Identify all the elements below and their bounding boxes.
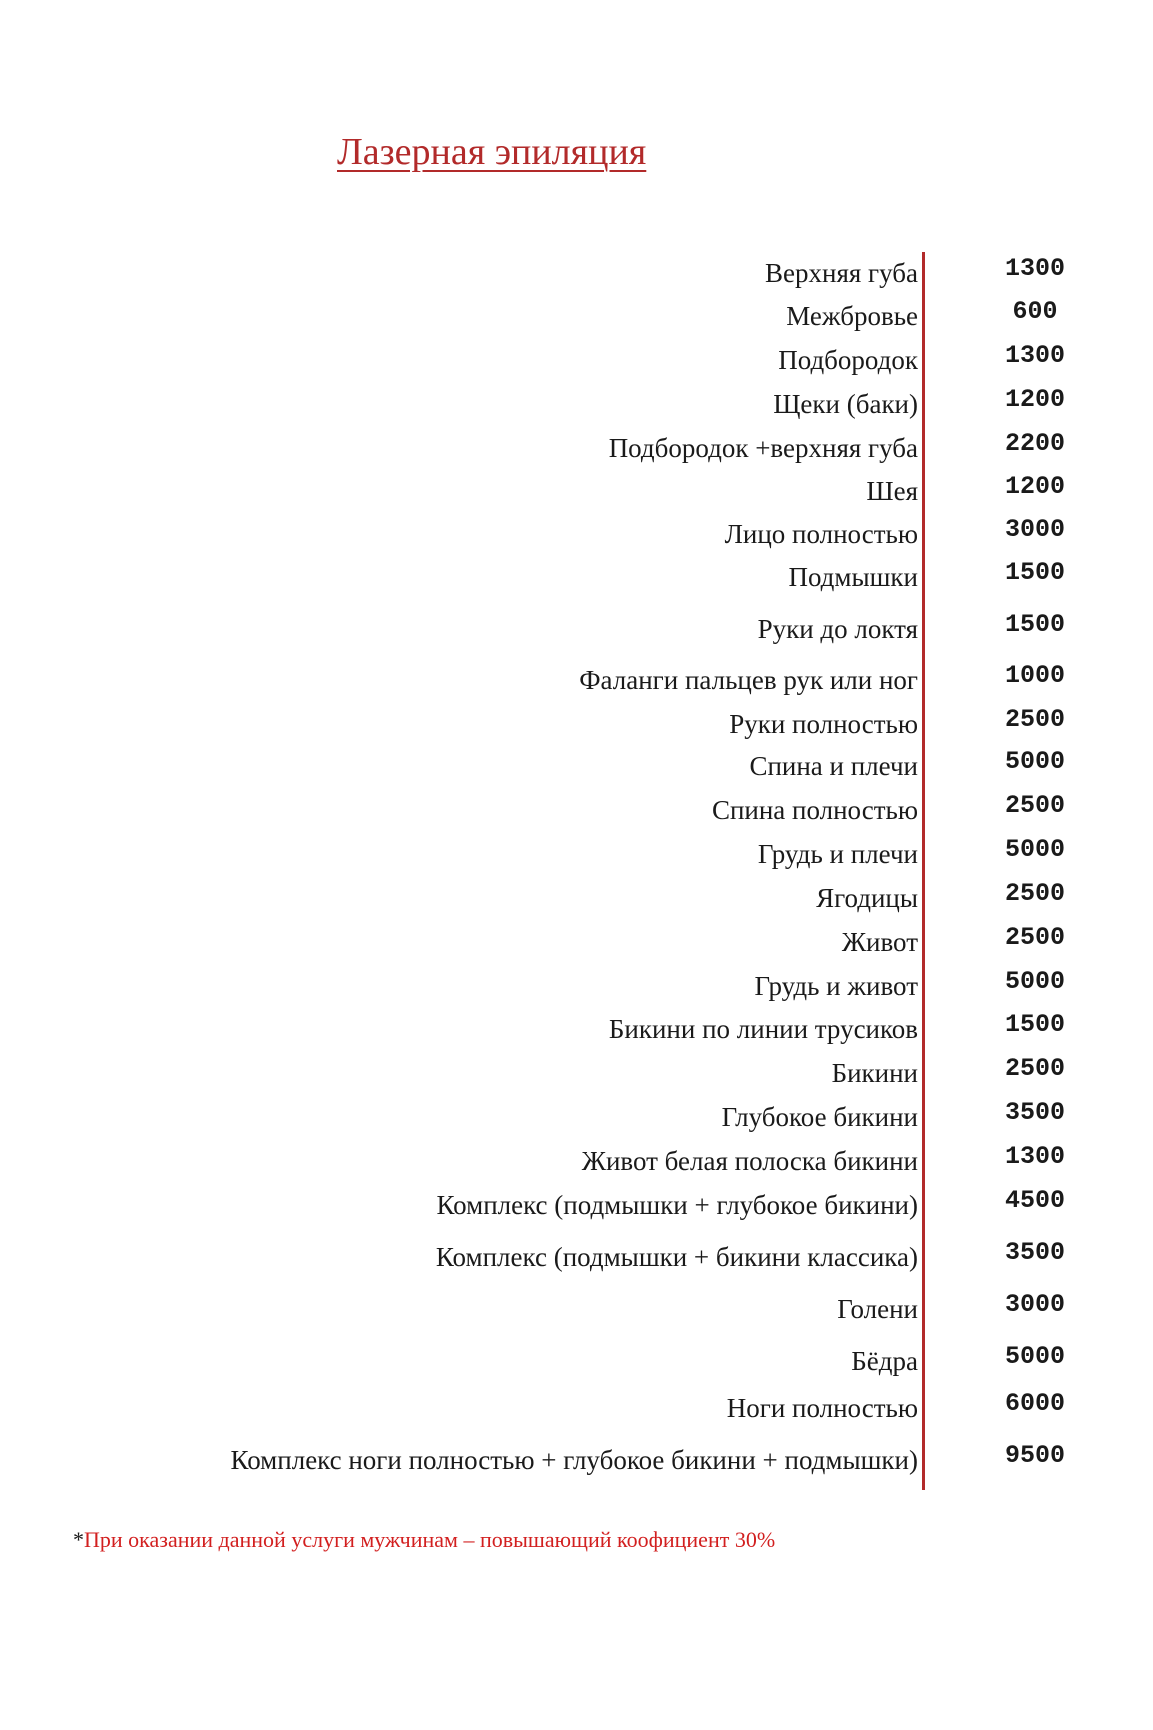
price-row bbox=[0, 746, 1153, 786]
price-row bbox=[0, 514, 1153, 554]
service-price: 3500 bbox=[1004, 1238, 1065, 1267]
price-row bbox=[0, 1237, 1153, 1277]
service-price: 2500 bbox=[1004, 705, 1065, 734]
price-row bbox=[0, 557, 1153, 597]
page-title: Лазерная эпиляция bbox=[337, 131, 647, 173]
price-row bbox=[0, 1097, 1153, 1137]
service-price: 1300 bbox=[1004, 1142, 1065, 1171]
price-row bbox=[0, 834, 1153, 874]
footnote-text: При оказании данной услуги мужчинам – повышающий коофициент 30% bbox=[84, 1527, 776, 1552]
footnote bbox=[73, 1527, 775, 1553]
service-price: 5000 bbox=[1004, 747, 1065, 776]
footnote-asterisk: * bbox=[73, 1527, 84, 1552]
service-price: 2200 bbox=[1004, 429, 1065, 458]
price-row bbox=[0, 922, 1153, 962]
price-row bbox=[0, 1289, 1153, 1329]
service-name: Комплекс (подмышки + глубокое бикини) bbox=[436, 1190, 918, 1220]
price-row bbox=[0, 384, 1153, 424]
price-row bbox=[0, 1141, 1153, 1181]
service-name: Ягодицы bbox=[816, 883, 918, 913]
service-name: Комплекс (подмышки + бикини классика) bbox=[435, 1242, 918, 1272]
service-price: 5000 bbox=[1004, 835, 1065, 864]
price-row bbox=[0, 660, 1153, 700]
price-row bbox=[0, 790, 1153, 830]
service-name: Бёдра bbox=[851, 1346, 918, 1376]
service-name: Руки полностью bbox=[729, 709, 918, 739]
service-name: Подбородок +верхняя губа bbox=[608, 433, 918, 463]
price-row bbox=[0, 1053, 1153, 1093]
service-name: Глубокое бикини bbox=[721, 1102, 918, 1132]
price-row bbox=[0, 1388, 1153, 1428]
price-row bbox=[0, 1341, 1153, 1381]
service-price: 2500 bbox=[1004, 791, 1065, 820]
service-name: Лицо полностью bbox=[724, 519, 918, 549]
price-row bbox=[0, 428, 1153, 468]
service-price: 5000 bbox=[1004, 967, 1065, 996]
service-name: Комплекс ноги полностью + глубокое бикини + подмышки) bbox=[230, 1445, 918, 1475]
price-row bbox=[0, 704, 1153, 744]
service-price: 1200 bbox=[1004, 385, 1065, 414]
price-row bbox=[0, 1440, 1153, 1480]
service-name: Бикини по линии трусиков bbox=[608, 1014, 918, 1044]
price-row bbox=[0, 1185, 1153, 1225]
service-name: Голени bbox=[837, 1294, 918, 1324]
service-name: Спина и плечи bbox=[749, 751, 918, 781]
price-row bbox=[0, 253, 1153, 293]
service-price: 5000 bbox=[1004, 1342, 1065, 1371]
service-price: 3000 bbox=[1004, 1290, 1065, 1319]
service-name: Подмышки bbox=[788, 562, 918, 592]
service-name: Бикини bbox=[831, 1058, 918, 1088]
service-price: 2500 bbox=[1004, 1054, 1065, 1083]
service-price: 4500 bbox=[1004, 1186, 1065, 1215]
service-price: 1500 bbox=[1004, 1010, 1065, 1039]
price-row bbox=[0, 878, 1153, 918]
price-row bbox=[0, 609, 1153, 649]
price-row bbox=[0, 1009, 1153, 1049]
service-name: Спина полностью bbox=[711, 795, 918, 825]
service-name: Грудь и плечи bbox=[757, 839, 918, 869]
service-price: 1500 bbox=[1004, 610, 1065, 639]
service-name: Подбородок bbox=[778, 345, 918, 375]
service-price: 2500 bbox=[1004, 879, 1065, 908]
price-row bbox=[0, 340, 1153, 380]
service-price: 1300 bbox=[1004, 254, 1065, 283]
service-price: 1300 bbox=[1004, 341, 1065, 370]
service-price: 1000 bbox=[1004, 661, 1065, 690]
service-price: 2500 bbox=[1004, 923, 1065, 952]
service-name: Живот белая полоска бикини bbox=[581, 1146, 918, 1176]
price-row bbox=[0, 296, 1153, 336]
service-name: Живот bbox=[841, 927, 918, 957]
service-name: Фаланги пальцев рук или ног bbox=[579, 665, 918, 695]
service-price: 6000 bbox=[1004, 1389, 1065, 1418]
service-price: 1500 bbox=[1004, 558, 1065, 587]
service-price: 3500 bbox=[1004, 1098, 1065, 1127]
service-name: Грудь и живот bbox=[754, 971, 918, 1001]
service-name: Верхняя губа bbox=[765, 258, 918, 288]
service-price: 1200 bbox=[1004, 472, 1065, 501]
service-price: 600 bbox=[1012, 297, 1058, 326]
price-row bbox=[0, 471, 1153, 511]
service-price: 9500 bbox=[1004, 1441, 1065, 1470]
service-name: Шея bbox=[866, 476, 918, 506]
service-price: 3000 bbox=[1004, 515, 1065, 544]
price-row bbox=[0, 966, 1153, 1006]
service-name: Межбровье bbox=[786, 301, 918, 331]
service-name: Щеки (баки) bbox=[773, 389, 918, 419]
service-name: Руки до локтя bbox=[757, 614, 918, 644]
service-name: Ноги полностью bbox=[726, 1393, 918, 1423]
